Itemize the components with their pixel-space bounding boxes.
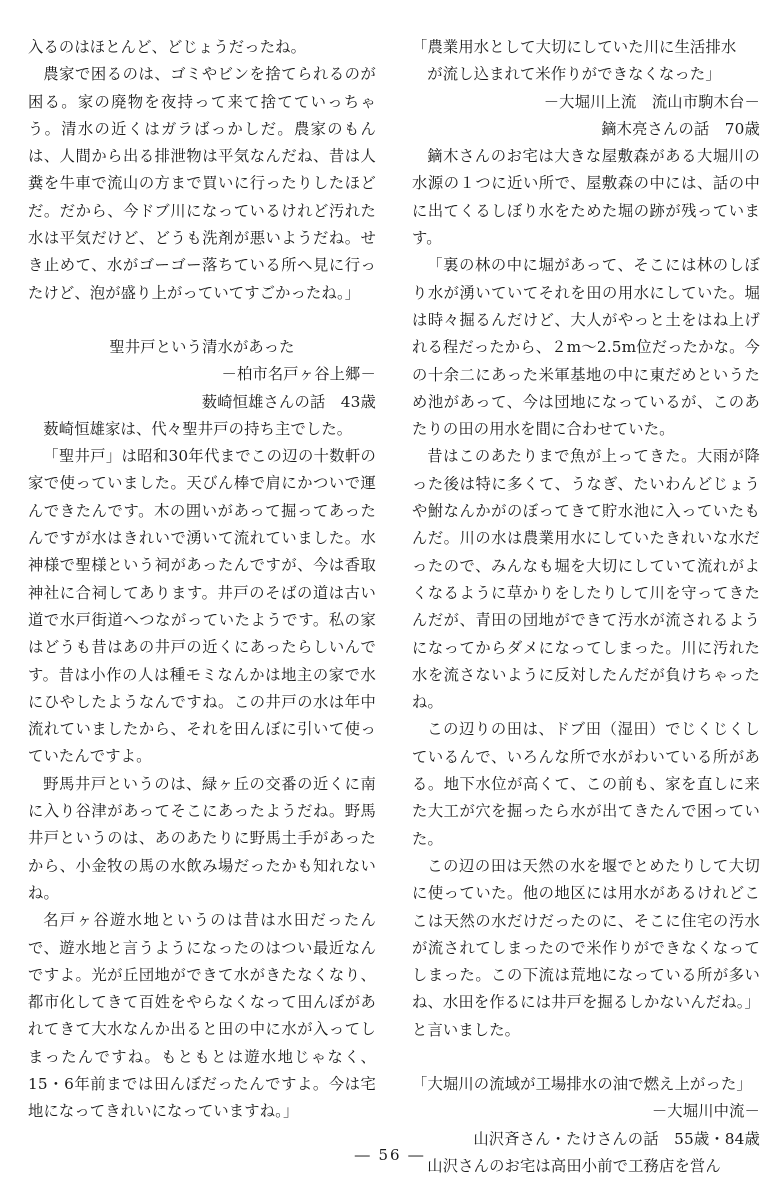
- paragraph: この辺の田は天然の水を堰でとめたりして大切に使っていた。他の地区には用水があるけれどここは天然の水だけだったのに、そこに住宅の汚水が流されてしまったので米作りができなくなってしまった。この下流は荒地になっている所が多いね、水田を作るには井戸を掘るしかないんだね。」と言いました。: [412, 856, 760, 1039]
- section-place: －大堀川上流 流山市駒木台－: [543, 92, 760, 111]
- section-title: 聖井戸という清水があった: [109, 337, 295, 356]
- paragraph: この辺りの田は、ドブ田（湿田）でじくじくしているんで、いろんな所で水がわいている所がある。地下水位が高くて、この前も、家を直しに来た大工が穴を掘ったら水が出てきたんで困っていた。: [412, 720, 760, 848]
- right-column: [412, 34, 760, 1180]
- paragraph: 「裏の林の中に堀があって、そこには林のしぼり水が湧いていてそれを田の用水にしていた。堀は時々掘るんだけど、大人がやっと土をはね上げれる程だったから、２m～2.5m位だったかな。今の十余二にあった米軍基地の中に東だめというため池があって、今は団地になっているが、このあたりの田の用水を間に合わせていた。: [412, 256, 760, 439]
- section-quote: 「農業用水として大切にしていた川に生活排水: [412, 38, 737, 56]
- spacer: [28, 307, 376, 334]
- paragraph: 名戸ヶ谷遊水地というのは昔は水田だったんで、遊水地と言うようになったのはつい最近なんですよ。光が丘団地ができて水がきたなくなり、都市化してきて百姓をやらなくなって田んぼがあれてきて大水なんか出ると田の中に水が入ってしまったんですね。もともとは遊水地じゃなく、15・6年前までは田んぼだったんですよ。今は宅地になってきれいになっていますね。」: [28, 911, 376, 1121]
- paragraph: 野馬井戸というのは、緑ヶ丘の交番の近くに南に入り谷津があってそこにあったようだね。野馬井戸というのは、あのあたりに野馬土手があったから、小金牧の馬の水飲み場だったかも知れないね。: [28, 774, 376, 902]
- section-speaker: 山沢斉さん・たけさんの話 55歳・84歳: [473, 1129, 760, 1148]
- paragraph: 「聖井戸」は昭和30年代までこの辺の十数軒の家で使っていました。天びん棒で肩にかついで運んできたんです。木の囲いがあって掘ってあったんですが水はきれいで湧いて流れていました。水神様で聖様という祠があったんですが、今は香取神社に合祠してあります。井戸のそばの道は古い道で水戸街道へつながっていたようです。私の家はどうも昔はあの井戸の近くにあったらしいんです。昔は小作の人は種モミなんかは地主の家で水にひやしたようなんですね。この井戸の水は年中流れていましたから、それを田んぼに引いて使っていたんですよ。: [28, 447, 376, 766]
- paragraph: 昔はこのあたりまで魚が上ってきた。大雨が降った後は特に多くて、うなぎ、たいわんどじょうや鮒なんかがのぼってきて貯水池に入っていたもんだ。川の水は農業用水にしていたきれいな水だったので、みんなも堀を大切にしていて流れがよくなるように草かりをしたりして川を守ってきたんだが、青田の団地ができて汚水が流されるようになってからダメになってしまった。川に汚れた水を流さないように反対したんだが負けちゃったね。: [412, 447, 760, 712]
- section-speaker: 鏑木亮さんの話 70歳: [601, 119, 760, 138]
- left-column: [28, 34, 376, 1126]
- paragraph: 山沢さんのお宅は高田小前で工務店を営ん: [427, 1156, 721, 1175]
- section-place: －柏市名戸ヶ谷上郷－: [221, 365, 376, 384]
- paragraph: 農家で困るのは、ゴミやビンを捨てられるのが困る。家の廃物を夜持って来て捨てていっちゃう。清水の近くはガラばっかしだ。農家のもんは、人間から出る排泄物は平気なんだね、昔は人糞を牛車で流山の方まで買いに行ったりしたほどだ。だから、今ドブ川になっているけれど汚れた水は平気だけど、どうも洗剤が悪いようだね。せき止めて、水がゴーゴー落ちている所へ見に行ったけど、泡が盛り上がっていてすごかったね。」: [28, 65, 376, 302]
- section-speaker: 薮崎恒雄さんの話 43歳: [201, 392, 376, 411]
- spacer: [412, 1044, 760, 1071]
- section-quote: 「大堀川の流域が工場排水の油で燃え上がった」: [412, 1074, 752, 1093]
- paragraph: 入るのはほとんど、どじょうだったね。: [28, 38, 307, 56]
- paragraph: 鏑木さんのお宅は大きな屋敷森がある大堀川の水源の１つに近い所で、屋敷森の中には、話の中に出てくるしぼり水をためた堀の跡が残っています。: [412, 147, 760, 248]
- page-number: ― 56 ―: [354, 1146, 426, 1164]
- paragraph: 薮崎恒雄家は、代々聖井戸の持ち主でした。: [43, 419, 353, 438]
- section-place: －大堀川中流－: [651, 1102, 760, 1121]
- section-quote: が流し込まれて米作りができなくなった」: [427, 65, 721, 84]
